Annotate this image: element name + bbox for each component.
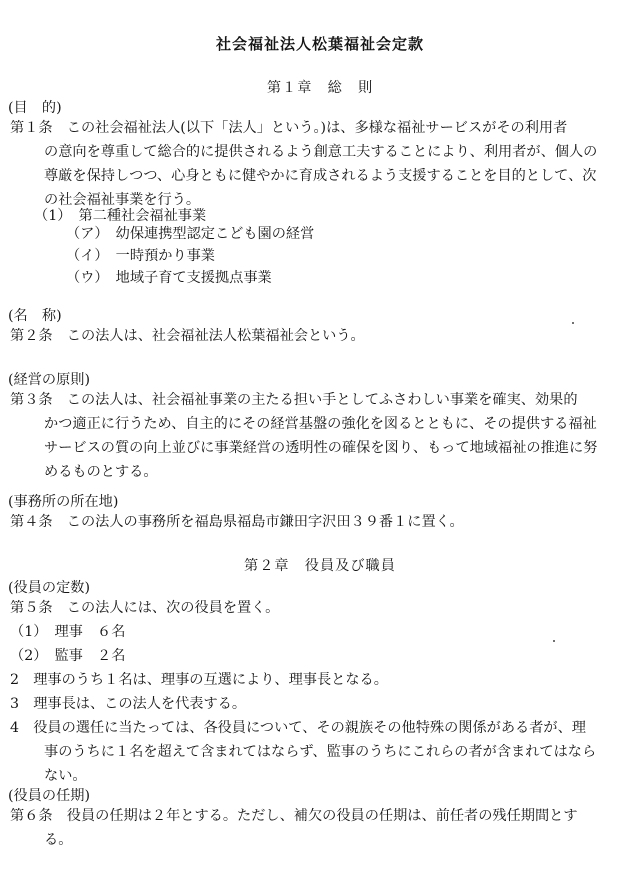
article-1-line: の意向を尊重して総合的に提供されるよう創意工夫することにより、利用者が、個人の [44,144,598,160]
article-5-line: 2 理事のうち１名は、理事の互選により、理事長となる。 [10,672,388,688]
scan-speck [553,640,555,642]
article-1-item: （ウ） 地域子育て支援拠点事業 [66,270,272,286]
article-3-line: 第３条 この法人は、社会福祉事業の主たる担い手としてふさわしい事業を確実、効果的 [10,392,578,408]
article-5-line: （1） 理事 ６名 [10,624,126,640]
article-6-heading: (役員の任期) [8,788,91,804]
article-4-heading: (事務所の所在地) [8,494,119,510]
article-6-body [10,804,610,852]
article-5-body [10,596,610,788]
article-4-body [10,510,610,534]
article-2-body [10,324,610,348]
article-5-line: 4 役員の選任に当たっては、各役員について、その親族その他特殊の関係がある者が、理 [10,720,586,736]
article-4-line: 第４条 この法人の事務所を福島県福島市鎌田字沢田３９番１に置く。 [10,514,464,530]
article-1-item: （イ） 一時預かり事業 [66,248,215,264]
article-5-line: 第５条 この法人には、次の役員を置く。 [10,600,280,616]
scan-speck [572,322,574,324]
article-6-line: る。 [44,832,73,848]
article-3-body [10,388,610,484]
article-1-line: 尊厳を保持しつつ、心身ともに健やかに育成されるよう支援することを目的として、次 [44,168,597,184]
article-5-line: ない。 [44,768,87,784]
article-3-line: サービスの質の向上並びに事業経営の透明性の確保を図り、もって地域福祉の推進に努 [44,440,598,456]
article-1-line: の社会福祉事業を行う。 [44,192,201,208]
document-title: 社会福祉法人松葉福祉会定款 [215,35,424,53]
chapter-2-heading: 第２章 役員及び職員 [244,558,396,574]
article-3-line: めるものとする。 [44,464,158,480]
article-1-line: 第１条 この社会福祉法人(以下「法人」という。)は、多様な福祉サービスがその利用者 [10,120,568,136]
article-1-sub-heading: （1） 第二種社会福祉事業 [34,208,207,224]
article-5-line: 3 理事長は、この法人を代表する。 [10,696,247,712]
chapter-1-heading: 第１章 総 則 [266,80,374,96]
article-3-heading: (経営の原則) [8,372,91,388]
article-1-item: （ア） 幼保連携型認定こども園の経営 [66,226,315,242]
article-1-body [10,116,610,212]
article-2-line: 第２条 この法人は、社会福祉法人松葉福祉会という。 [10,328,365,344]
article-6-line: 第６条 役員の任期は２年とする。ただし、補欠の役員の任期は、前任者の残任期間とす [10,808,578,824]
article-5-heading: (役員の定数) [8,580,91,596]
article-5-line: （2） 監事 ２名 [10,648,126,664]
article-5-line: 事のうちに１名を超えて含まれてはならず、監事のうちにこれらの者が含まれてはなら [44,744,597,760]
article-1-heading: (目 的) [8,100,62,116]
article-3-line: かつ適正に行うため、自主的にその経営基盤の強化を図るとともに、その提供する福祉 [44,416,597,432]
article-2-heading: (名 称) [8,308,62,324]
